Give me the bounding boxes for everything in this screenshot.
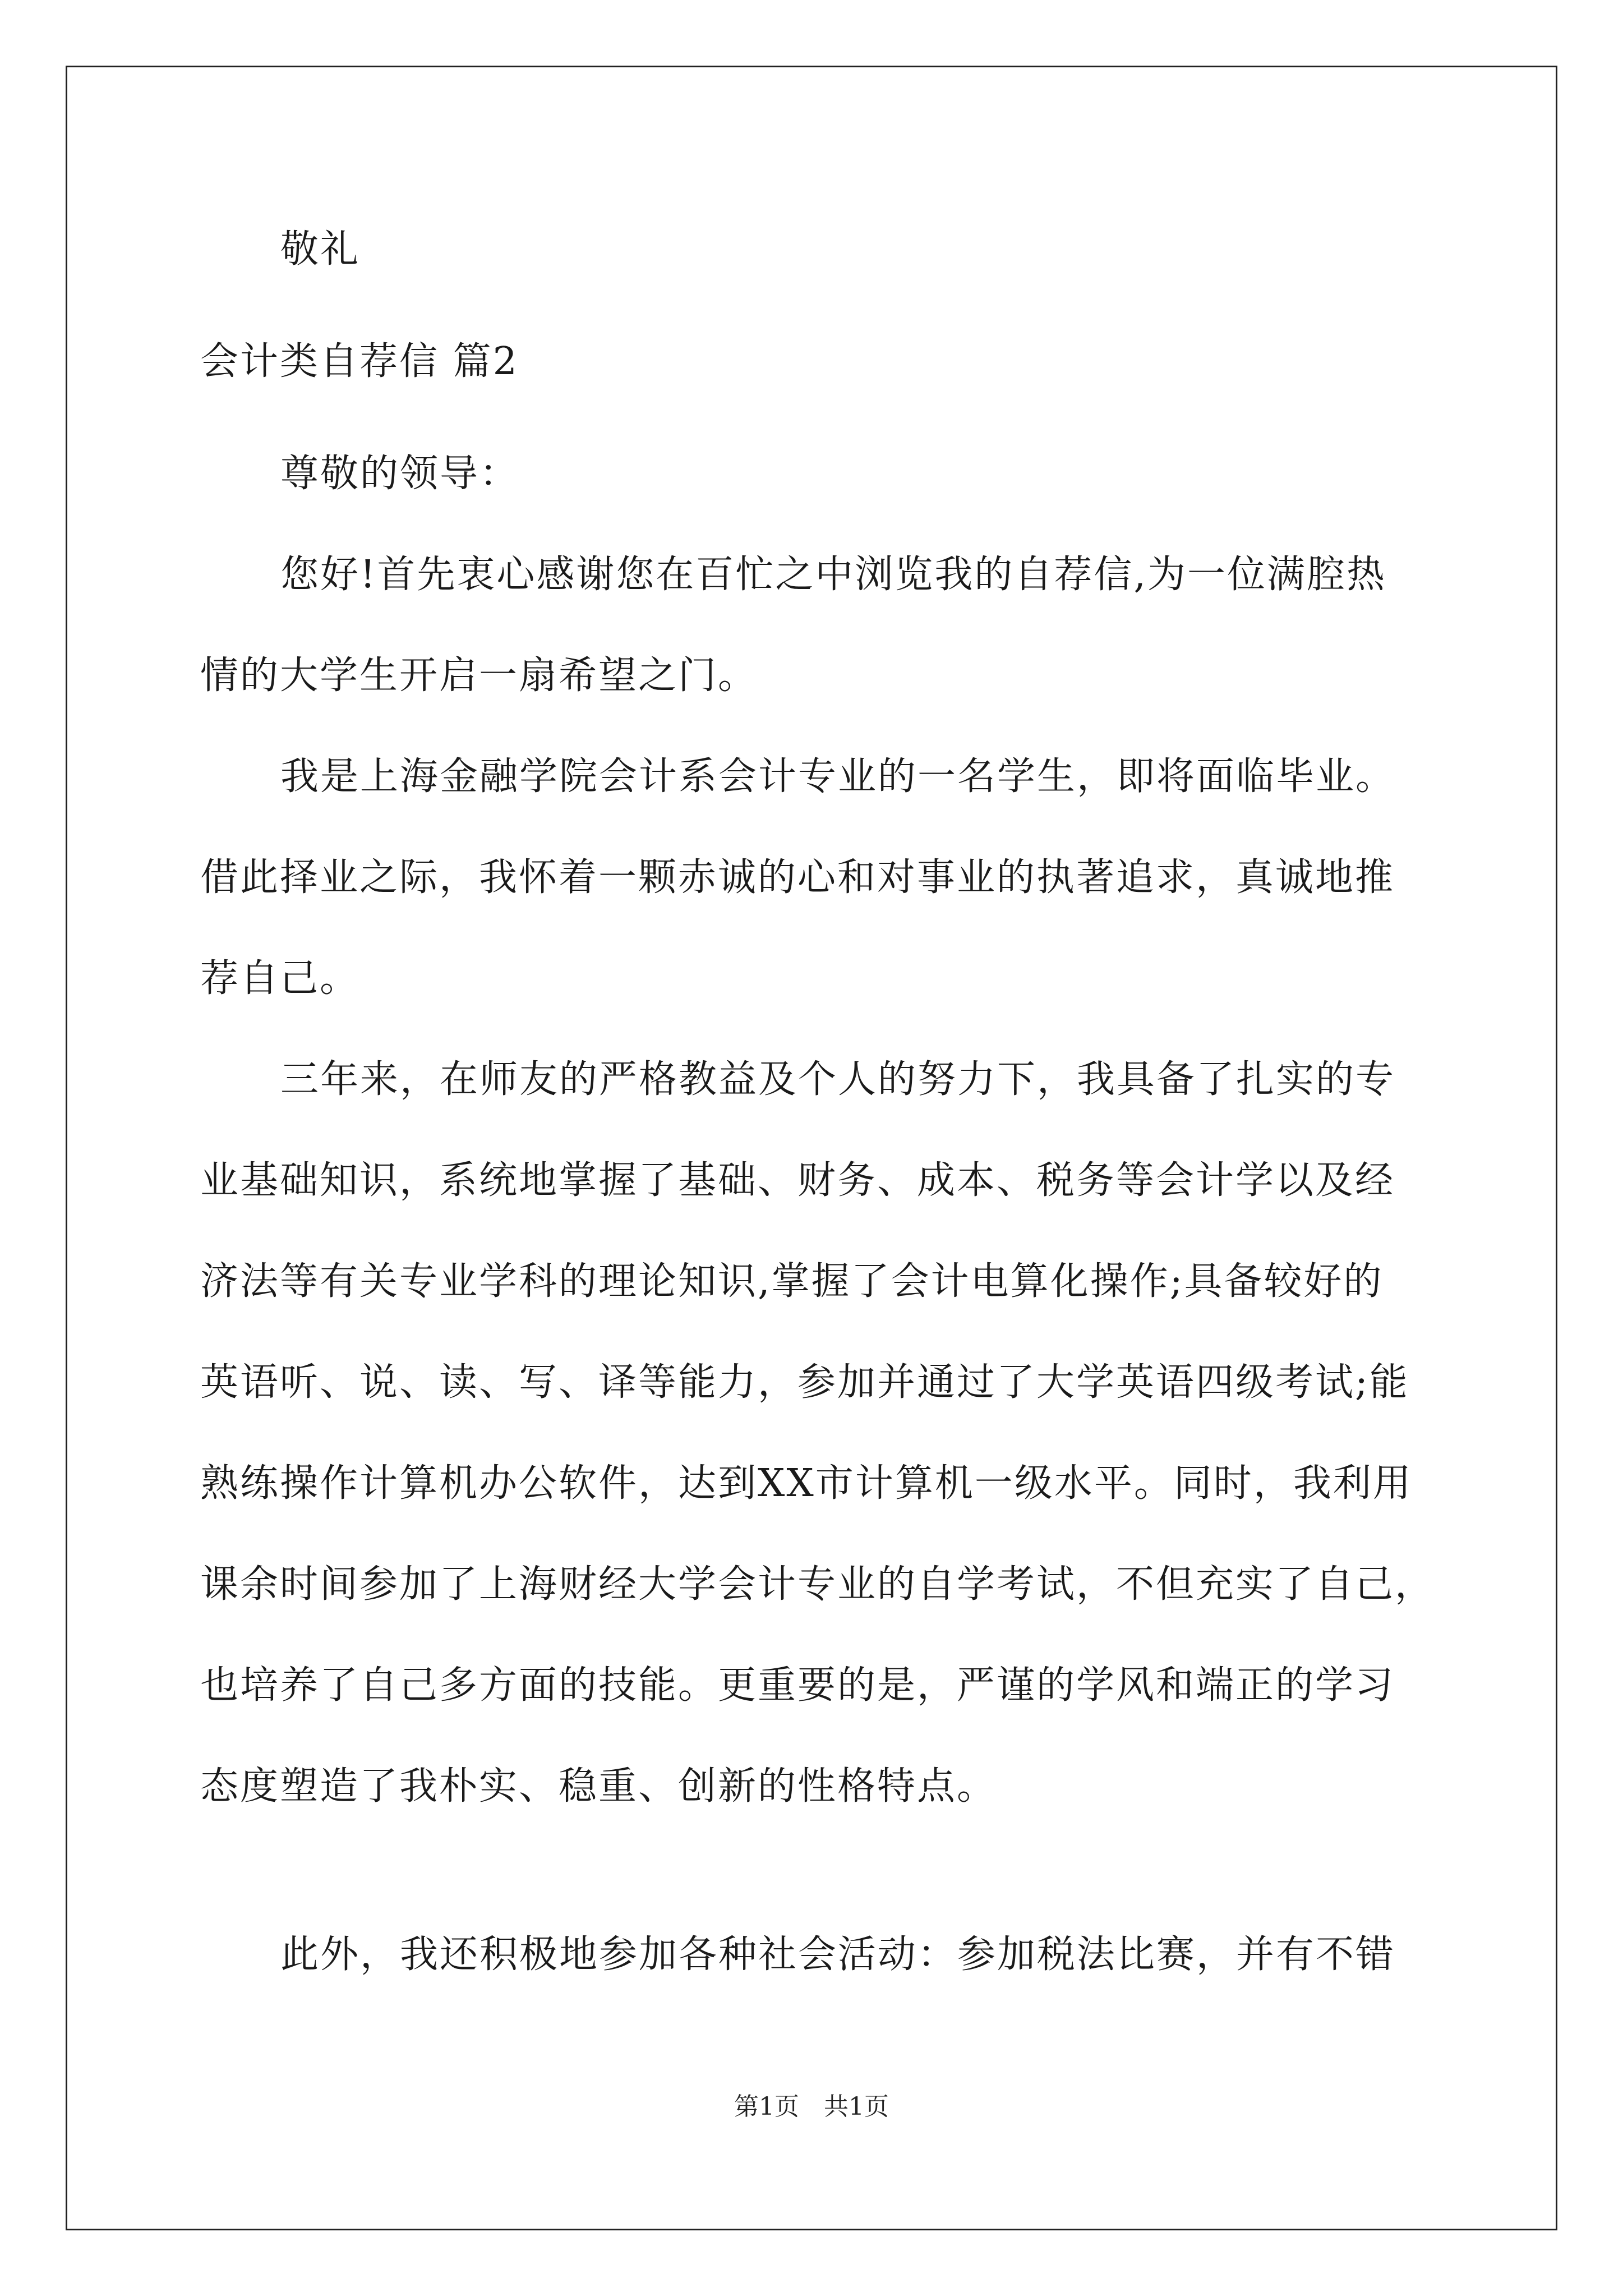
paragraph-line: 业基础知识，系统地掌握了基础、财务、成本、税务等会计学以及经 (200, 1158, 1395, 1203)
closing-salutation: 敬礼 (280, 227, 361, 272)
page-number-footer: 第1页 共1页 (734, 2092, 889, 2121)
paragraph-line: 情的大学生开启一扇希望之门。 (200, 654, 758, 698)
greeting-line: 尊敬的领导： (280, 452, 520, 496)
section-heading: 会计类自荐信 篇2 (200, 339, 519, 384)
paragraph-line: 您好!首先衷心感谢您在百忙之中浏览我的自荐信,为一位满腔热 (280, 553, 1386, 597)
paragraph-line: 济法等有关专业学科的理论知识,掌握了会计电算化操作;具备较好的 (200, 1259, 1384, 1304)
paragraph-line: 荐自己。 (200, 956, 360, 1001)
paragraph-line: 我是上海金融学院会计系会计专业的一名学生，即将面临毕业。 (280, 754, 1396, 799)
paragraph-line: 熟练操作计算机办公软件，达到XX市计算机一级水平。同时，我利用 (200, 1461, 1413, 1506)
paragraph-line: 也培养了自己多方面的技能。更重要的是，严谨的学风和端正的学习 (200, 1663, 1395, 1708)
page-border (66, 66, 1557, 2230)
paragraph-line: 课余时间参加了上海财经大学会计专业的自学考试，不但充实了自己， (200, 1562, 1435, 1607)
paragraph-line: 借此择业之际，我怀着一颗赤诚的心和对事业的执著追求，真诚地推 (200, 855, 1395, 900)
paragraph-line: 态度塑造了我朴实、稳重、创新的性格特点。 (200, 1764, 997, 1809)
paragraph-line: 此外，我还积极地参加各种社会活动：参加税法比赛，并有不错 (280, 1932, 1396, 1977)
paragraph-line: 三年来，在师友的严格教益及个人的努力下，我具备了扎实的专 (280, 1057, 1396, 1102)
paragraph-line: 英语听、说、读、写、译等能力，参加并通过了大学英语四级考试;能 (200, 1360, 1409, 1405)
